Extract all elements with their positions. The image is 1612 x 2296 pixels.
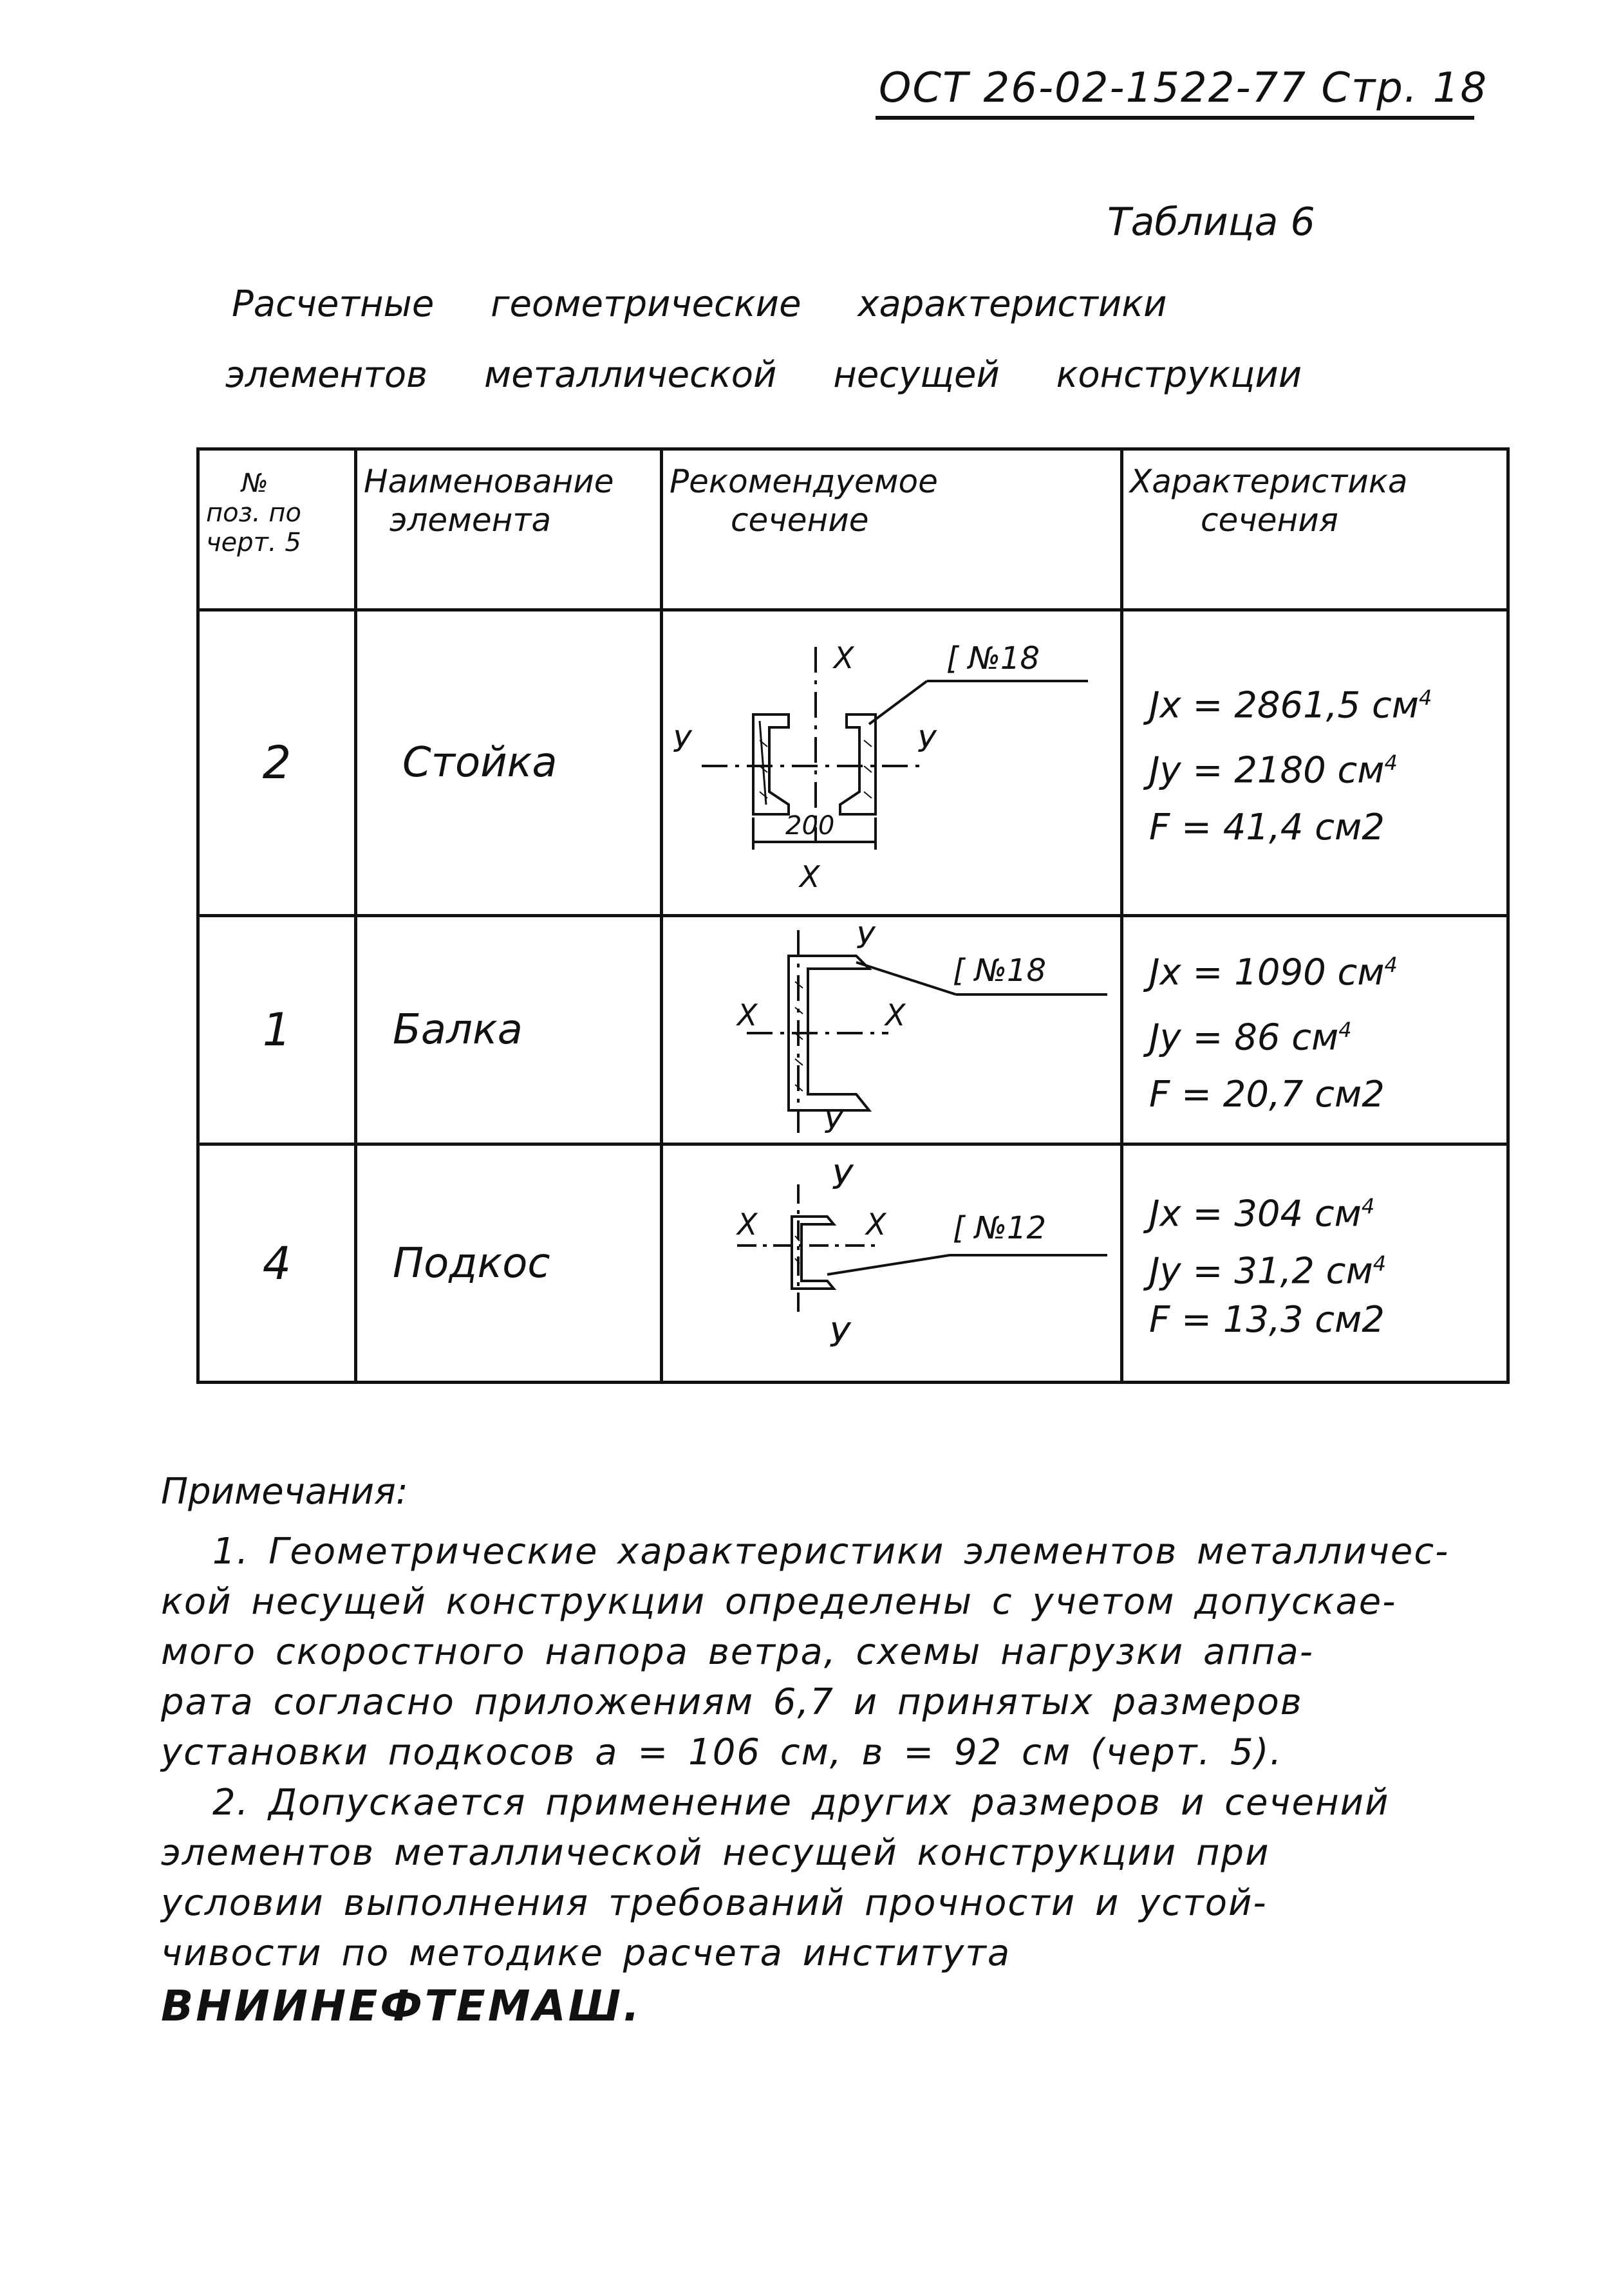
value: = 2180 см xyxy=(1192,749,1385,792)
value: = 20,7 см2 xyxy=(1181,1073,1385,1115)
area xyxy=(1149,1296,1506,1345)
symbol: Jу xyxy=(1149,749,1181,792)
profile-label: [ №12 xyxy=(953,1210,1046,1246)
axis-label-x-bottom: X xyxy=(800,859,820,894)
notes-title: Примечания: xyxy=(161,1471,408,1513)
document-code-underline xyxy=(876,116,1474,120)
axis-label-y-bottom: У xyxy=(829,1316,850,1355)
axis-label-x-top: X xyxy=(834,640,854,675)
axis-label-y-left: У xyxy=(673,724,691,759)
header-section-line: Рекомендуемое xyxy=(670,463,938,500)
section-characteristics xyxy=(1122,1144,1508,1383)
symbol: F xyxy=(1149,1299,1170,1341)
value: = 2861,5 см xyxy=(1192,685,1419,727)
header-section-characteristics xyxy=(1122,449,1508,610)
header-position-line: № xyxy=(241,469,268,498)
position-number: 1 xyxy=(198,916,356,1144)
symbol: Jx xyxy=(1149,952,1181,994)
axis-label-y-bottom: У xyxy=(824,1105,843,1140)
table-row xyxy=(198,916,1508,1144)
axis-label-x-right: X xyxy=(885,998,906,1032)
value: = 1090 см xyxy=(1192,952,1385,994)
inertia-x xyxy=(1149,669,1506,734)
table-row xyxy=(198,1144,1508,1383)
axis-label-y-top: У xyxy=(832,1159,852,1197)
dimension-label: 200 xyxy=(785,811,835,841)
profile-label: [ №18 xyxy=(946,640,1040,677)
note-line: условии выполнения требований прочности и устой- xyxy=(161,1882,1268,1924)
value: = 41,4 см2 xyxy=(1181,806,1385,848)
characteristics-table xyxy=(196,447,1510,1384)
double-channel-section-drawing xyxy=(663,611,1123,914)
axis-label-x-right: X xyxy=(866,1207,886,1242)
symbol: F xyxy=(1149,806,1170,848)
header-section-line: сечение xyxy=(731,501,869,539)
section-drawing-cell xyxy=(662,1144,1122,1383)
header-position xyxy=(198,449,356,610)
inertia-y xyxy=(1149,1239,1506,1296)
axis-label-x-left: X xyxy=(737,998,758,1032)
inertia-y xyxy=(1149,1002,1506,1067)
note-line: мого скоростного напора ветра, схемы нагрузки аппа- xyxy=(161,1631,1315,1673)
note-line: установки подкосов а = 106 см, в = 92 см (черт. 5). xyxy=(161,1731,1283,1773)
value: = 31,2 см xyxy=(1192,1250,1373,1293)
power: 4 xyxy=(1418,686,1432,711)
position-number: 4 xyxy=(198,1144,356,1383)
symbol: F xyxy=(1149,1073,1170,1115)
header-recommended-section xyxy=(662,449,1122,610)
section-drawing-cell xyxy=(662,610,1122,916)
axis-label-y-top: У xyxy=(856,920,875,955)
profile-label: [ №18 xyxy=(953,953,1046,989)
element-name: Подкос xyxy=(356,1144,662,1383)
table-title-line-2: элементов металлической несущей конструкции xyxy=(225,354,1302,396)
table-label: Таблица 6 xyxy=(1107,200,1315,245)
small-channel-section-drawing xyxy=(663,1146,1123,1381)
power: 4 xyxy=(1373,1251,1387,1276)
table-row xyxy=(198,610,1508,916)
area xyxy=(1149,1067,1506,1123)
symbol: Jу xyxy=(1149,1250,1181,1293)
inertia-x xyxy=(1149,937,1506,1002)
inertia-x xyxy=(1149,1182,1506,1239)
header-element-name-line: Наименование xyxy=(364,463,614,500)
header-element-name-line: элемента xyxy=(389,501,552,539)
power: 4 xyxy=(1361,1193,1375,1218)
header-position-line: поз. по xyxy=(206,498,301,528)
symbol: Jу xyxy=(1149,1016,1181,1059)
note-line: элементов металлической несущей конструкции при xyxy=(161,1832,1270,1874)
symbol: Jx xyxy=(1149,1193,1181,1235)
note-line: 1. Геометрические характеристики элементов металличес- xyxy=(212,1531,1450,1573)
note-line: чивости по методике расчета института xyxy=(161,1932,1011,1974)
table-title-line-1: Расчетные геометрические характеристики xyxy=(232,283,1167,325)
table-header-row xyxy=(198,449,1508,610)
value: = 86 см xyxy=(1192,1016,1339,1059)
position-number: 2 xyxy=(198,610,356,916)
section-characteristics xyxy=(1122,916,1508,1144)
value: = 304 см xyxy=(1192,1193,1362,1235)
value: = 13,3 см2 xyxy=(1181,1299,1385,1341)
inertia-y xyxy=(1149,734,1506,799)
element-name: Стойка xyxy=(356,610,662,916)
document-code: ОСТ 26-02-1522-77 Стр. 18 xyxy=(879,64,1488,112)
header-element-name xyxy=(356,449,662,610)
note-line: кой несущей конструкции определены с учетом допускае- xyxy=(161,1581,1397,1623)
power: 4 xyxy=(1384,751,1398,775)
symbol: Jx xyxy=(1149,685,1181,727)
element-name: Балка xyxy=(356,916,662,1144)
header-characteristics-line: сечения xyxy=(1201,501,1338,539)
note-line: 2. Допускается применение других размеров и сечений xyxy=(212,1782,1390,1824)
section-drawing-cell xyxy=(662,916,1122,1144)
note-line: рата согласно приложениям 6,7 и принятых размеров xyxy=(161,1681,1303,1723)
notes-section xyxy=(161,1471,1545,2031)
header-position-line: черт. 5 xyxy=(206,528,301,557)
institute-name: ВНИИНЕФТЕМАШ. xyxy=(161,1981,642,2031)
header-characteristics-line: Характеристика xyxy=(1130,463,1408,500)
power: 4 xyxy=(1384,953,1398,978)
area xyxy=(1149,799,1506,856)
axis-label-x-left: X xyxy=(737,1207,758,1242)
power: 4 xyxy=(1338,1018,1352,1042)
axis-label-y-right: У xyxy=(917,724,936,759)
section-characteristics xyxy=(1122,610,1508,916)
